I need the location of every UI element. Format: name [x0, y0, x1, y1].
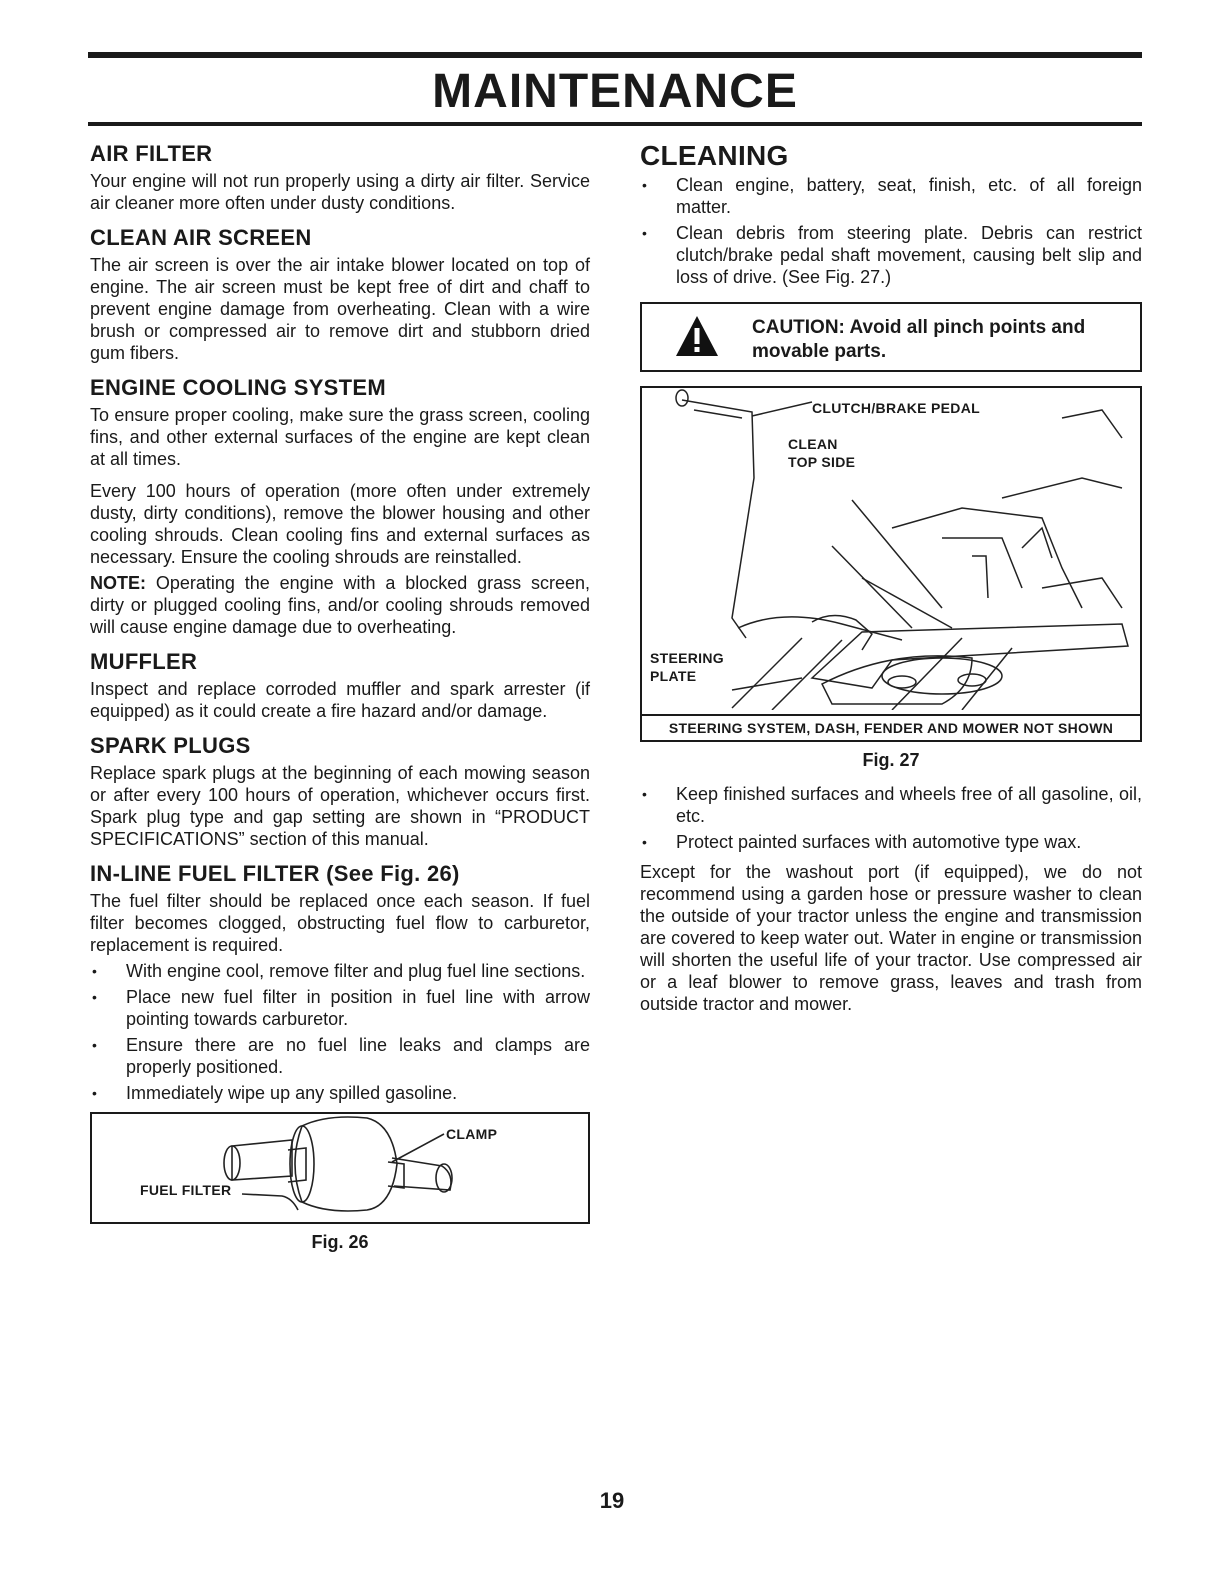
fig-26-caption: Fig. 26 [311, 1232, 369, 1252]
note-label: NOTE: [90, 573, 146, 593]
air-filter-body: Your engine will not run properly using a dirty air filter. Service air cleaner more often under dusty conditions. [90, 171, 590, 213]
fig-27-illustration [640, 386, 1142, 742]
spark-plugs-heading: SPARK PLUGS [90, 733, 251, 758]
fig-27-caption: Fig. 27 [862, 750, 920, 770]
fuel-filter-label: FUEL FILTER [140, 1182, 232, 1198]
note-text: Operating the engine with a blocked grass screen, dirty or plugged cooling fins, and/or cooling shrouds removed will cause engine damage due to overheating. [90, 573, 590, 637]
fuel-filter-steps [90, 960, 590, 1104]
page-number: 19 [599, 1488, 625, 1513]
engine-cooling-section [90, 374, 590, 638]
list-item: • Immediately wipe up any spilled gasoline. [90, 1082, 590, 1104]
spark-plugs-section [90, 732, 590, 850]
cleaning-body: Except for the washout port (if equipped), we do not recommend using a garden hose or pressure washer to clean the outside of your tractor unless the engine and transmission are covered to keep water out. Water in engine or transmission will shorten the useful life of your tractor. Use compressed air or a leaf blower to remove grass, leaves and trash from outside tractor and mower. [640, 862, 1142, 1014]
muffler-section [90, 648, 590, 722]
list-item: • Clean debris from steering plate. Debris can restrict clutch/brake pedal shaft movement, causing belt slip and loss of drive. (See Fig. 27.) [640, 222, 1142, 288]
clean-air-screen-body: The air screen is over the air intake blower located on top of engine. The air screen must be kept free of dirt and chaff to prevent engine damage from overheating. Clean with a wire brush or compressed air to remove dirt and stubborn dried gum fibers. [90, 255, 590, 363]
header-rule-top [88, 52, 1142, 58]
left-column [90, 140, 590, 1265]
air-filter-heading: AIR FILTER [90, 141, 213, 166]
engine-cooling-heading: ENGINE COOLING SYSTEM [90, 375, 386, 400]
fuel-filter-heading: IN-LINE FUEL FILTER (See Fig. 26) [90, 861, 460, 886]
spark-plugs-body: Replace spark plugs at the beginning of each mowing season or after every 100 hours of operation, whichever occurs first. Spark plug type and gap setting are shown in “PRODUCT SPECIFICATIONS” section of this manual. [90, 763, 590, 849]
caution-line-1: CAUTION: Avoid all pinch points and [752, 317, 1086, 338]
steering-label: STEERING [650, 650, 724, 666]
caution-text [752, 316, 1085, 364]
list-item: • Clean engine, battery, seat, finish, etc. of all foreign matter. [640, 174, 1142, 218]
clamp-label: CLAMP [446, 1126, 498, 1142]
top-side-label: TOP SIDE [788, 454, 856, 470]
cleaning-steps-2 [640, 783, 1142, 853]
fig-27-note-strip: STEERING SYSTEM, DASH, FENDER AND MOWER NOT SHOWN [642, 714, 1140, 740]
fig-26-illustration [90, 1112, 590, 1224]
air-filter-section [90, 140, 590, 214]
list-item: • With engine cool, remove filter and plug fuel line sections. [90, 960, 590, 982]
clean-label: CLEAN [788, 436, 838, 452]
caution-box [640, 302, 1142, 372]
header-rule-bottom [88, 122, 1142, 126]
fuel-filter-drawing [92, 1114, 588, 1222]
engine-cooling-body-2: Every 100 hours of operation (more often under extremely dusty, dirty conditions), remove the blower housing and other cooling shrouds. Clean cooling fins and external surfaces as necessary. Ensure the cooling shrouds are reinstalled. [90, 481, 590, 567]
caution-line-2: movable parts. [752, 341, 887, 362]
cleaning-heading: CLEANING [640, 140, 789, 171]
clutch-brake-pedal-label: CLUTCH/BRAKE PEDAL [812, 400, 980, 416]
list-item: • Keep finished surfaces and wheels free of all gasoline, oil, etc. [640, 783, 1142, 827]
engine-cooling-body-1: To ensure proper cooling, make sure the grass screen, cooling fins, and other external surfaces of the engine are kept clean at all times. [90, 405, 590, 469]
plate-label: PLATE [650, 668, 697, 684]
page-title: MAINTENANCE [432, 65, 798, 118]
warning-triangle-icon [674, 314, 720, 358]
list-item: • Place new fuel filter in position in fuel line with arrow pointing towards carburetor. [90, 986, 590, 1030]
list-item: • Protect painted surfaces with automotive type wax. [640, 831, 1142, 853]
clean-air-screen-section [90, 224, 590, 364]
list-item: • Ensure there are no fuel line leaks and clamps are properly positioned. [90, 1034, 590, 1078]
fuel-filter-body: The fuel filter should be replaced once each season. If fuel filter becomes clogged, obstructing fuel flow to carburetor, replacement is required. [90, 891, 590, 955]
clean-air-screen-heading: CLEAN AIR SCREEN [90, 225, 312, 250]
engine-cooling-note [90, 572, 590, 638]
muffler-body: Inspect and replace corroded muffler and spark arrester (if equipped) as it could create a fire hazard and/or damage. [90, 679, 590, 721]
cleaning-steps-1 [640, 174, 1142, 288]
muffler-heading: MUFFLER [90, 649, 198, 674]
right-column [640, 140, 1142, 1025]
fuel-filter-section [90, 860, 590, 1104]
